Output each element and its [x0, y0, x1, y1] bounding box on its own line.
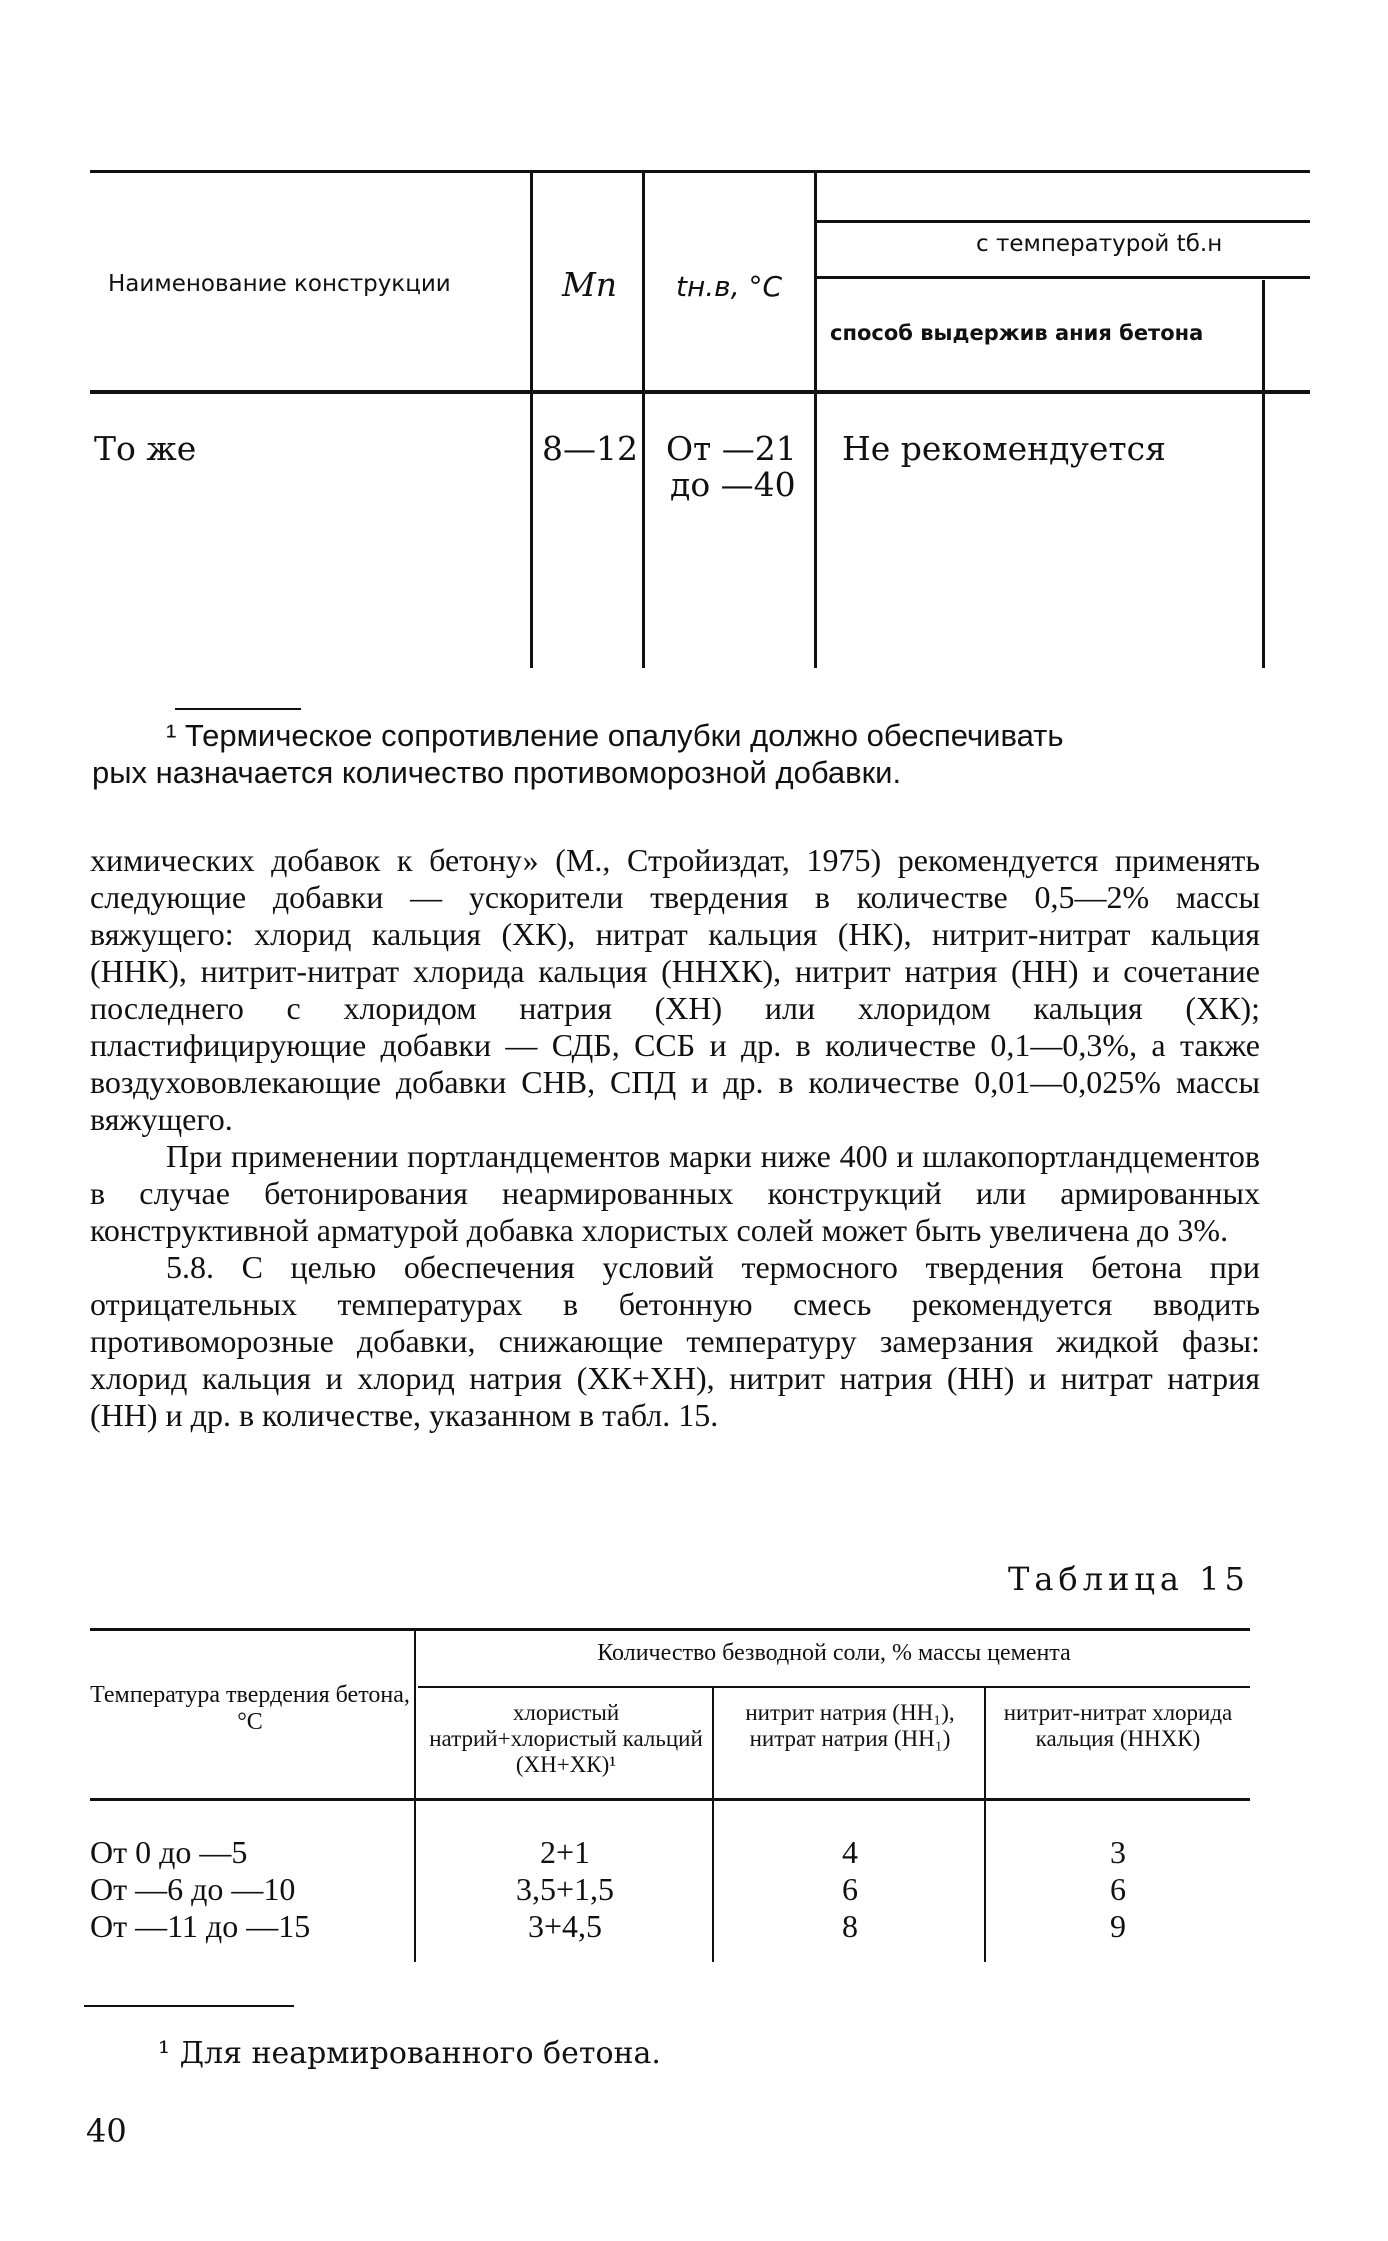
header-tnv: tн.в, °C [676, 270, 783, 303]
row-c1: 3+4,5 [527, 1908, 603, 1944]
row-tnv-1: От —21 [666, 429, 797, 468]
table-caption: Таблица 15 [1008, 1560, 1250, 1598]
header-salt-amount: Количество безводной соли, % массы цемента [597, 1640, 1071, 1666]
rule [814, 172, 817, 668]
rule [816, 276, 1310, 279]
row-temp: От —11 до —15 [90, 1908, 311, 1944]
header-col2: нитрит натрия (НН₁), нитрат натрия (НН₁) [745, 1700, 955, 1751]
rule [90, 1798, 1250, 1801]
row-name: То же [94, 429, 197, 468]
paragraph-1: химических добавок к бетону» (М., Стройиздат, 1975) рекомендуется применять следующие добавки — ускорители твердения в количестве 0,5—2% массы вяжущего: хлорид кальция (ХК), нитрат кальция (НК), нитрит-нитрат кальция (ННК), нитрит-нитрат хлорида кальция (ННХК), нитрит натрия (НН) и сочетание последнего с хлоридом натрия (ХН) или хлоридом кальция (ХК); пластифицирующие добавки — СДБ, ССБ и др. в количестве 0,1—0,3%, а также воздухововлекающие добавки СНВ, СПД и др. в количестве 0,01—0,025% массы вяжущего. [90, 842, 1260, 1137]
rule [90, 1628, 1250, 1631]
page-number: 40 [86, 2112, 127, 2150]
footnote-top-line2: рых назначается количество противоморозной добавки. [92, 755, 902, 790]
rule [642, 172, 645, 668]
row-value: Не рекомендуется [842, 429, 1166, 468]
rule [90, 390, 1310, 394]
row-c1: 2+1 [539, 1834, 591, 1870]
header-name: Наименование конструкции [108, 271, 451, 297]
rule [816, 220, 1310, 223]
row-c3: 9 [1110, 1908, 1126, 1944]
header-mp: Mп [562, 265, 618, 304]
paragraph-2: При применении портландцементов марки ниже 400 и шлакопортландцементов в случае бетонирования неармированных конструкций или армированных конструктивной арматурой добавка хлористых солей может быть увеличена до 3%. [90, 1138, 1260, 1248]
header-col3: нитрит-нитрат хлорида кальция (ННХК) [1003, 1700, 1233, 1751]
header-method: способ выдержив ания бетона [830, 321, 1204, 345]
row-tnv-2: до —40 [670, 465, 796, 504]
row-c1: 3,5+1,5 [515, 1871, 615, 1907]
paragraph-3: 5.8. С целью обеспечения условий термосного твердения бетона при отрицательных температурах в бетонную смесь рекомендуется вводить противоморозные добавки, снижающие температуру замерзания жидкой фазы: хлорид кальция и хлорид натрия (ХК+ХН), нитрит натрия (НН) и нитрат натрия (НН) и др. в количестве, указанном в табл. 15. [90, 1249, 1260, 1433]
footnote-bottom: ¹ Для неармированного бетона. [158, 2036, 661, 2071]
header-group: с температурой tб.н [976, 231, 1223, 257]
header-temperature: Температура твердения бетона, °С [90, 1682, 410, 1735]
row-mp: 8—12 [542, 429, 638, 468]
rule [530, 172, 533, 668]
footnote-rule [175, 708, 301, 710]
rule [418, 1686, 1250, 1688]
row-temp: От 0 до —5 [90, 1834, 248, 1870]
row-c3: 6 [1110, 1871, 1126, 1907]
rule [712, 1688, 714, 1962]
rule [90, 170, 1310, 173]
header-col1: хлористый натрий+хлористый кальций (ХН+ХК)¹ [429, 1700, 703, 1777]
row-c2: 4 [842, 1834, 858, 1870]
rule [1262, 280, 1265, 668]
body-text [90, 842, 1260, 1434]
row-c3: 3 [1110, 1834, 1126, 1870]
row-temp: От —6 до —10 [90, 1871, 296, 1907]
footnote-rule [84, 2005, 294, 2007]
footnote-top-line1: ¹ Термическое сопротивление опалубки должно обеспечивать [166, 718, 1064, 753]
row-c2: 6 [842, 1871, 858, 1907]
row-c2: 8 [842, 1908, 858, 1944]
rule [414, 1630, 416, 1962]
